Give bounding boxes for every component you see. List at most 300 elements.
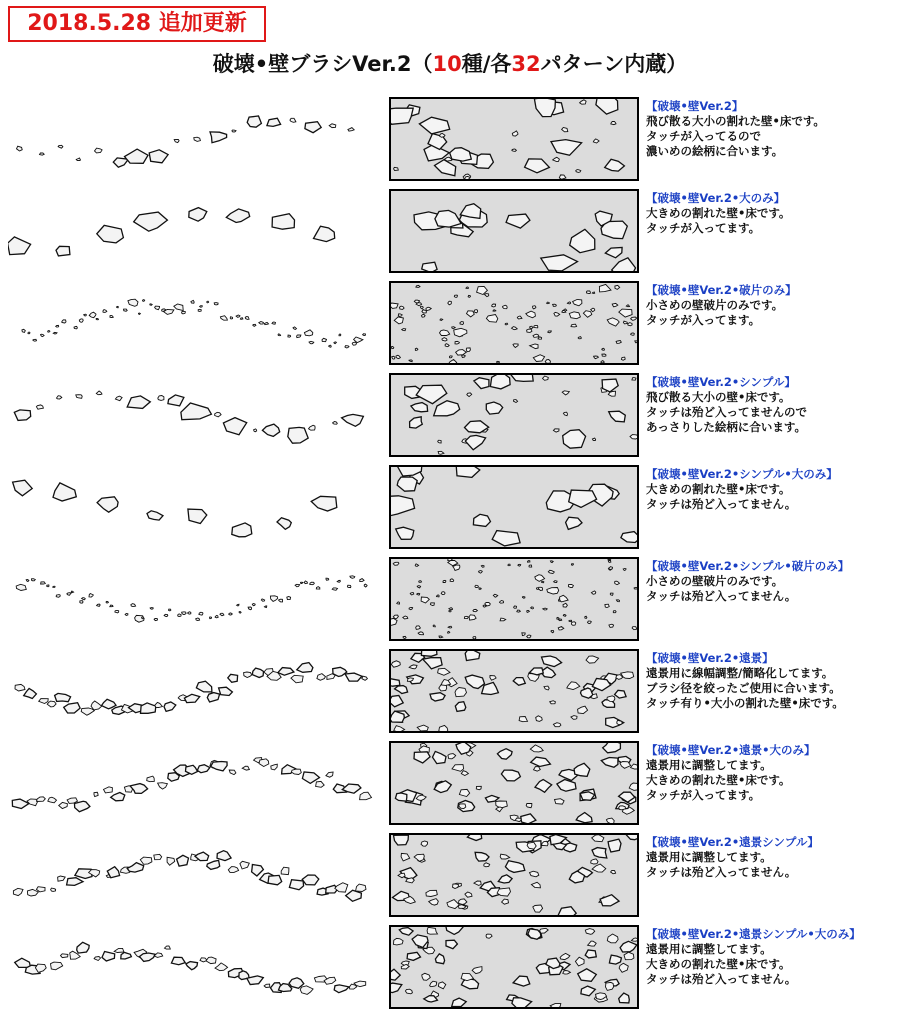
rock-shape xyxy=(226,209,249,223)
rock-shape xyxy=(394,167,399,170)
rock-shape xyxy=(259,322,264,325)
brush-description-line: 飛び散る大小の割れた壁•床です。 xyxy=(646,114,825,128)
rock-shape xyxy=(454,328,467,337)
brush-row[interactable] xyxy=(0,279,901,367)
rock-shape xyxy=(399,928,413,936)
rock-shape xyxy=(400,306,405,309)
rock-shape xyxy=(502,899,509,904)
rock-shape xyxy=(211,762,228,771)
rock-shape xyxy=(514,400,518,403)
rock-shape xyxy=(262,424,279,436)
rock-shape xyxy=(311,496,337,511)
brush-row[interactable] xyxy=(0,555,901,643)
rock-shape xyxy=(591,308,595,312)
rock-shape xyxy=(414,752,430,763)
rock-shape xyxy=(254,429,257,432)
rock-shape xyxy=(13,888,23,895)
rock-shape xyxy=(591,859,598,864)
rock-shape xyxy=(288,335,291,337)
rock-shape xyxy=(632,627,637,630)
rock-shape xyxy=(76,158,80,161)
rock-shape xyxy=(557,617,559,619)
rock-shape xyxy=(131,604,136,607)
rock-shape xyxy=(562,128,568,132)
rock-shape xyxy=(500,854,510,859)
rock-shape xyxy=(490,375,510,389)
rock-shape xyxy=(291,769,301,774)
rock-shape xyxy=(616,341,621,344)
rock-shape xyxy=(475,852,489,861)
rock-shape xyxy=(332,588,337,590)
brush-description-line: 小さめの壁破片のみです。 xyxy=(646,298,784,312)
rock-shape xyxy=(223,418,246,435)
rock-shape xyxy=(587,291,591,294)
brush-row[interactable] xyxy=(0,923,901,1011)
rock-shape xyxy=(394,835,409,845)
rock-shape xyxy=(554,581,558,583)
brush-description-line: 大きめの割れた壁•床です。 xyxy=(646,482,791,496)
rock-shape xyxy=(630,435,637,439)
rock-shape xyxy=(406,878,415,883)
brush-sample-panel xyxy=(389,557,639,641)
rock-shape xyxy=(464,616,468,618)
brush-sample-panel xyxy=(389,281,639,365)
rock-shape xyxy=(506,214,530,228)
rock-shape xyxy=(563,412,567,416)
rock-shape xyxy=(53,586,55,587)
rock-shape xyxy=(465,435,485,449)
rock-shape xyxy=(621,532,637,543)
rock-shape xyxy=(624,835,637,840)
rock-shape xyxy=(522,597,525,599)
rock-shape xyxy=(253,324,256,326)
rock-shape xyxy=(512,149,517,151)
rock-shape xyxy=(51,962,63,970)
rock-shape xyxy=(207,693,219,702)
rock-shape xyxy=(289,880,303,890)
rock-shape xyxy=(427,927,437,934)
rock-shape xyxy=(363,334,366,336)
rock-shape xyxy=(416,385,447,404)
rock-shape xyxy=(59,802,68,808)
rock-shape xyxy=(158,396,164,401)
rock-shape xyxy=(433,751,447,763)
rock-shape xyxy=(104,787,113,793)
rock-shape xyxy=(272,214,294,230)
rock-shape xyxy=(27,799,38,806)
rock-shape xyxy=(569,312,580,319)
brush-description xyxy=(646,559,896,604)
rock-shape xyxy=(217,851,231,861)
rock-shape xyxy=(410,593,414,596)
rock-shape xyxy=(500,601,504,604)
rock-shape xyxy=(624,952,634,960)
rock-shape xyxy=(447,900,460,909)
rock-shape xyxy=(445,344,449,347)
rock-shape xyxy=(89,312,96,318)
brush-row[interactable] xyxy=(0,95,901,183)
rock-shape xyxy=(171,957,185,965)
rock-shape xyxy=(455,688,467,697)
rock-shape xyxy=(396,527,414,539)
rock-shape xyxy=(147,776,155,782)
rock-shape xyxy=(459,899,467,905)
rock-shape xyxy=(391,679,400,687)
brush-description-line: 小さめの壁破片のみです。 xyxy=(646,574,784,588)
rock-shape xyxy=(393,562,399,565)
rock-shape xyxy=(295,584,300,587)
rock-shape xyxy=(511,375,533,381)
rock-shape xyxy=(24,689,37,699)
rock-shape xyxy=(501,770,520,781)
rock-shape xyxy=(533,334,539,337)
rock-shape xyxy=(530,871,539,877)
rock-shape xyxy=(476,786,481,790)
rock-shape xyxy=(571,564,573,566)
rock-shape xyxy=(397,602,400,604)
rock-shape xyxy=(409,665,417,669)
rock-shape xyxy=(621,357,625,360)
brush-description-line: タッチは殆ど入ってませんので xyxy=(646,405,807,419)
rock-shape xyxy=(505,323,508,325)
brush-row[interactable] xyxy=(0,371,901,459)
rock-shape xyxy=(434,401,460,416)
rock-shape xyxy=(421,841,428,846)
title-count-types: 10 xyxy=(432,52,462,76)
brush-row[interactable] xyxy=(0,463,901,551)
rock-shape xyxy=(419,581,422,583)
rock-shape xyxy=(493,594,497,597)
rock-shape xyxy=(339,334,341,336)
rock-shape xyxy=(290,118,296,122)
rock-shape xyxy=(422,973,431,980)
rock-shape xyxy=(426,307,431,310)
rock-shape xyxy=(41,334,45,336)
rock-shape xyxy=(611,121,616,124)
rock-shape xyxy=(84,314,87,316)
rock-shape xyxy=(529,668,543,675)
rock-shape xyxy=(13,480,33,496)
rock-shape xyxy=(452,327,456,329)
rock-shape xyxy=(237,604,239,606)
brush-description xyxy=(646,283,896,328)
brush-description-line: あっさりした絵柄に合います。 xyxy=(646,420,806,434)
rock-shape xyxy=(130,784,148,794)
rock-shape xyxy=(564,309,567,311)
rock-shape xyxy=(560,595,569,602)
rock-shape xyxy=(32,579,36,581)
rock-shape xyxy=(415,348,418,350)
rock-shape xyxy=(531,882,540,888)
rock-shape xyxy=(214,303,218,305)
rock-shape xyxy=(391,303,398,308)
rock-shape xyxy=(207,301,209,303)
brush-description xyxy=(646,375,896,435)
rock-shape xyxy=(115,396,122,401)
rock-shape xyxy=(259,759,269,767)
rock-shape xyxy=(58,876,66,881)
rock-shape xyxy=(588,621,592,624)
rock-shape xyxy=(475,585,479,587)
rock-shape xyxy=(352,342,356,345)
rock-shape xyxy=(632,378,636,381)
rock-shape xyxy=(422,262,437,271)
rock-shape xyxy=(601,361,604,363)
rock-shape xyxy=(240,861,249,869)
rock-shape xyxy=(521,814,536,823)
rock-shape xyxy=(562,391,569,395)
rock-shape xyxy=(121,952,132,959)
brush-sample-panel xyxy=(389,97,639,181)
rock-shape xyxy=(602,379,618,392)
rock-shape xyxy=(576,170,581,173)
brush-description-line: 遠景用に調整してます。 xyxy=(646,758,772,772)
rock-shape xyxy=(110,605,113,607)
rock-shape xyxy=(466,287,469,289)
rock-shape xyxy=(547,302,550,304)
rock-shape xyxy=(550,1004,561,1007)
rock-shape xyxy=(446,927,463,934)
rock-shape xyxy=(239,612,241,614)
rock-shape xyxy=(346,890,362,901)
rock-shape xyxy=(281,867,289,874)
rock-shape xyxy=(535,780,552,793)
rock-shape xyxy=(607,318,619,326)
rock-shape xyxy=(53,332,57,334)
rock-shape xyxy=(398,314,402,317)
rock-shape xyxy=(391,661,400,667)
rock-shape xyxy=(435,160,456,176)
rock-shape xyxy=(76,395,82,399)
rock-shape xyxy=(15,684,25,691)
rock-shape xyxy=(309,341,314,344)
brush-row[interactable] xyxy=(0,831,901,919)
rock-shape xyxy=(631,317,637,320)
rock-shape xyxy=(392,356,395,359)
rock-shape xyxy=(619,963,628,972)
brush-name: 【破壊•壁Ver.2•遠景シンプル•大のみ】 xyxy=(646,927,861,941)
rock-shape xyxy=(574,763,590,776)
rock-shape xyxy=(456,467,480,477)
rock-shape xyxy=(548,570,554,573)
rock-shape xyxy=(527,329,532,332)
rock-shape xyxy=(140,953,156,961)
rock-shape xyxy=(229,770,236,775)
rock-shape xyxy=(493,310,496,311)
rock-shape xyxy=(605,248,622,258)
brush-sample-panel xyxy=(389,189,639,273)
rock-shape xyxy=(592,864,606,872)
rock-shape xyxy=(440,319,443,321)
rock-shape xyxy=(609,411,626,422)
rock-shape xyxy=(264,984,270,987)
rock-shape xyxy=(542,581,544,583)
rock-shape xyxy=(485,294,489,297)
rock-shape xyxy=(534,325,538,327)
rock-shape xyxy=(158,783,168,789)
rock-shape xyxy=(429,899,439,906)
rock-shape xyxy=(302,875,319,885)
rock-shape xyxy=(270,596,277,602)
rock-shape xyxy=(391,108,413,124)
rock-shape xyxy=(535,575,545,582)
rock-shape xyxy=(188,612,191,615)
rock-shape xyxy=(567,302,570,304)
rock-shape xyxy=(196,681,212,692)
rock-shape xyxy=(469,615,476,620)
rock-shape xyxy=(97,604,101,606)
rock-shape xyxy=(446,940,457,949)
rock-shape xyxy=(503,305,508,309)
rock-shape xyxy=(394,938,404,945)
rock-shape xyxy=(473,637,476,639)
rock-shape xyxy=(544,686,549,690)
rock-shape xyxy=(559,175,566,179)
rock-shape xyxy=(326,578,329,580)
rock-shape xyxy=(522,633,525,636)
rock-shape xyxy=(164,309,174,314)
rock-shape xyxy=(603,743,621,753)
rock-shape xyxy=(248,607,252,610)
brush-description-line: タッチが入ってます。 xyxy=(646,313,761,327)
rock-shape xyxy=(461,771,468,776)
rock-shape xyxy=(467,835,481,841)
rock-shape xyxy=(316,587,320,590)
rock-shape xyxy=(467,393,472,397)
rock-shape xyxy=(182,311,186,314)
rock-shape xyxy=(473,609,478,611)
rock-shape xyxy=(421,651,437,656)
brush-row[interactable] xyxy=(0,739,901,827)
rock-shape xyxy=(97,225,124,243)
brush-description-line: 大きめの割れた壁•床です。 xyxy=(646,773,791,787)
rock-shape xyxy=(512,998,532,1007)
rock-shape xyxy=(591,591,595,594)
rock-shape xyxy=(150,608,153,610)
rock-shape xyxy=(550,701,556,704)
rock-shape xyxy=(526,803,532,807)
rock-shape xyxy=(543,608,547,610)
rock-shape xyxy=(608,839,621,852)
rock-shape xyxy=(571,622,575,626)
rock-shape xyxy=(592,292,594,294)
rock-shape xyxy=(585,950,596,958)
rock-shape xyxy=(472,967,482,974)
rock-shape xyxy=(56,325,59,327)
rock-shape xyxy=(33,339,37,341)
rock-shape xyxy=(348,128,354,132)
brush-name: 【破壊•壁Ver.2•大のみ】 xyxy=(646,191,786,205)
rock-shape xyxy=(563,615,566,617)
rock-shape xyxy=(164,614,168,616)
rock-shape xyxy=(533,905,543,912)
brush-description xyxy=(646,191,896,236)
brush-name: 【破壊•壁Ver.2•破片のみ】 xyxy=(646,283,797,297)
rock-shape xyxy=(563,971,571,975)
rock-shape xyxy=(71,591,73,593)
rock-shape xyxy=(403,636,406,638)
rock-shape xyxy=(97,497,118,512)
brush-row[interactable] xyxy=(0,647,901,735)
rock-shape xyxy=(415,564,418,567)
brush-description-line: 遠景用に調整してます。 xyxy=(646,942,772,956)
rock-shape xyxy=(533,355,544,362)
rock-shape xyxy=(454,295,457,297)
rock-shape xyxy=(53,483,76,501)
rock-shape xyxy=(134,212,168,231)
rock-shape xyxy=(102,699,117,709)
rock-shape xyxy=(474,310,478,313)
rock-shape xyxy=(605,604,609,607)
rock-shape xyxy=(610,593,613,595)
rock-shape xyxy=(347,585,351,587)
rock-shape xyxy=(96,391,102,395)
rock-shape xyxy=(421,314,425,317)
rock-shape xyxy=(394,317,403,324)
rock-shape xyxy=(619,993,630,1003)
rock-shape xyxy=(267,118,281,126)
brush-description xyxy=(646,743,896,803)
brush-stroke-preview xyxy=(8,187,380,275)
rock-shape xyxy=(569,620,572,621)
rock-shape xyxy=(558,627,564,630)
rock-shape xyxy=(430,693,445,701)
rock-shape xyxy=(51,888,56,891)
rock-shape xyxy=(391,496,415,516)
brush-row[interactable] xyxy=(0,187,901,275)
rock-shape xyxy=(264,322,268,324)
rock-shape xyxy=(450,148,472,161)
rock-shape xyxy=(17,146,23,151)
rock-shape xyxy=(329,345,332,347)
page-title xyxy=(130,50,770,78)
rock-shape xyxy=(310,582,315,585)
rock-shape xyxy=(36,887,45,892)
rock-shape xyxy=(28,332,30,334)
rock-shape xyxy=(272,322,276,324)
rock-shape xyxy=(439,725,448,731)
rock-shape xyxy=(540,928,549,933)
rock-shape xyxy=(606,982,614,990)
rock-shape xyxy=(453,565,460,570)
brush-stroke-preview xyxy=(8,95,380,183)
rock-shape xyxy=(439,636,443,638)
rock-shape xyxy=(486,402,502,414)
rock-shape xyxy=(525,159,550,173)
rock-shape xyxy=(186,962,198,970)
rock-shape xyxy=(484,863,490,867)
rock-shape xyxy=(210,132,227,143)
rock-shape xyxy=(95,148,103,153)
rock-shape xyxy=(578,969,597,982)
rock-shape xyxy=(608,560,611,562)
rock-shape xyxy=(345,346,349,348)
rock-shape xyxy=(140,857,152,864)
rock-shape xyxy=(456,350,467,356)
rock-shape xyxy=(616,600,619,602)
rock-shape xyxy=(486,934,492,938)
rock-shape xyxy=(438,440,441,443)
rock-shape xyxy=(58,145,63,148)
rock-shape xyxy=(629,783,637,790)
rock-shape xyxy=(571,716,577,720)
rock-shape xyxy=(455,341,459,344)
title-mid: 種/各 xyxy=(461,52,512,76)
rock-shape xyxy=(452,765,464,772)
rock-shape xyxy=(460,322,464,325)
rock-shape xyxy=(117,306,119,307)
rock-shape xyxy=(220,613,224,615)
